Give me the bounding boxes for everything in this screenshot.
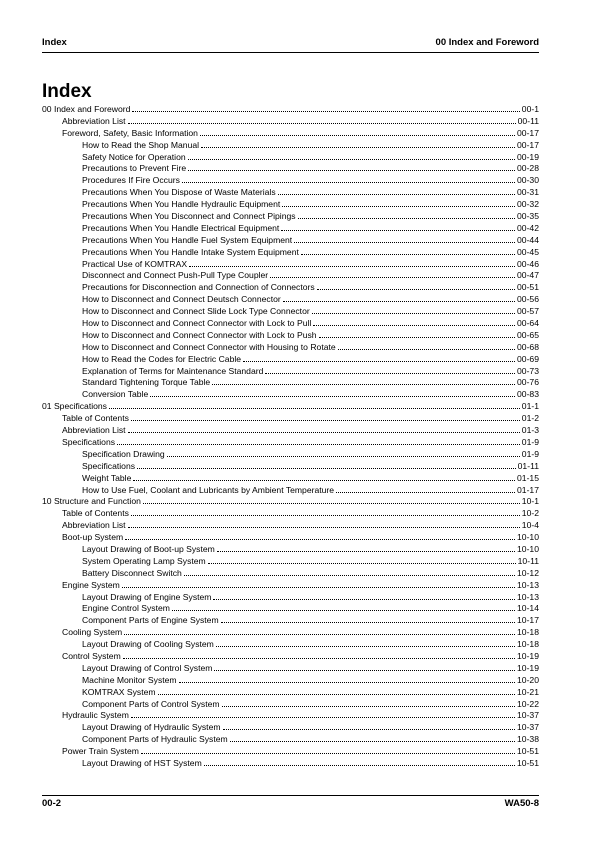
dot-leader (179, 675, 515, 683)
toc-entry-page: 01-2 (521, 413, 539, 424)
toc-entry[interactable] (42, 663, 539, 675)
toc-entry[interactable] (42, 734, 539, 746)
toc-entry-page: 10-38 (517, 734, 539, 745)
toc-entry[interactable] (42, 603, 539, 615)
toc-entry-label: Precautions When You Dispose of Waste Materials (82, 187, 276, 198)
toc-entry-label: Explanation of Terms for Maintenance Standard (82, 365, 264, 376)
toc-entry-page: 00-64 (517, 318, 539, 329)
dot-leader (124, 627, 515, 635)
dot-leader (317, 282, 515, 290)
toc-entry-label: How to Disconnect and Connect Connector with Lock to Pull (82, 318, 312, 329)
toc-entry[interactable] (42, 485, 539, 497)
toc-entry-label: Foreword, Safety, Basic Information (62, 127, 198, 138)
toc-entry[interactable] (42, 722, 539, 734)
footer-model-code: WA50-8 (504, 798, 539, 809)
toc-entry-label: Abbreviation List (62, 115, 126, 126)
toc-entry-label: Specifications (62, 436, 116, 447)
toc-entry-page: 10-37 (517, 710, 539, 721)
dot-leader (270, 270, 515, 278)
toc-entry[interactable] (42, 746, 539, 758)
toc-entry-label: Power Train System (62, 746, 139, 757)
toc-entry-page: 10-21 (517, 686, 539, 697)
toc-entry[interactable] (42, 532, 539, 544)
toc-entry-label: Engine System (62, 579, 120, 590)
toc-entry-page: 10-19 (517, 650, 539, 661)
toc-entry-label: Weight Table (82, 472, 132, 483)
toc-entry-label: Layout Drawing of Engine System (82, 591, 212, 602)
dot-leader (123, 651, 515, 659)
toc-entry[interactable] (42, 104, 539, 116)
toc-entry[interactable] (42, 270, 539, 282)
toc-entry-page: 00-68 (517, 341, 539, 352)
toc-entry-label: Cooling System (62, 627, 123, 638)
toc-entry-label: How to Read the Codes for Electric Cable (82, 353, 242, 364)
toc-entry-page: 00-42 (517, 222, 539, 233)
toc-entry-page: 01-15 (517, 472, 539, 483)
toc-entry-page: 10-4 (521, 520, 539, 531)
dot-leader (283, 294, 515, 302)
toc-entry[interactable] (42, 461, 539, 473)
dot-leader (282, 199, 515, 207)
toc-entry-label: Table of Contents (62, 508, 129, 519)
toc-entry[interactable] (42, 318, 539, 330)
dot-leader (188, 163, 515, 171)
toc-entry-label: 10 Structure and Function (42, 496, 141, 507)
dot-leader (204, 758, 515, 766)
dot-leader (189, 259, 515, 267)
toc-entry-page: 00-51 (517, 282, 539, 293)
dot-leader (128, 520, 520, 528)
toc-entry[interactable] (42, 140, 539, 152)
toc-entry-label: Component Parts of Engine System (82, 615, 219, 626)
toc-entry[interactable] (42, 425, 539, 437)
toc-entry-page: 00-83 (517, 389, 539, 400)
toc-entry[interactable] (42, 247, 539, 259)
toc-entry-page: 00-57 (517, 306, 539, 317)
toc-entry-label: How to Disconnect and Connect Connector with Housing to Rotate (82, 341, 336, 352)
toc-entry-page: 10-14 (517, 603, 539, 614)
toc-entry-page: 00-44 (517, 234, 539, 245)
toc-entry[interactable] (42, 235, 539, 247)
dot-leader (184, 568, 515, 576)
toc-entry[interactable] (42, 152, 539, 164)
dot-leader (167, 449, 520, 457)
toc-entry-label: Abbreviation List (62, 520, 126, 531)
dot-leader (223, 722, 516, 730)
footer-rule (42, 795, 539, 796)
toc-entry-page: 10-10 (517, 543, 539, 554)
dot-leader (141, 746, 515, 754)
header-rule (42, 52, 539, 53)
toc-entry[interactable] (42, 211, 539, 223)
toc-entry[interactable] (42, 710, 539, 722)
toc-entry-page: 10-18 (517, 639, 539, 650)
toc-entry-page: 10-11 (517, 555, 539, 566)
toc-entry-label: Abbreviation List (62, 425, 126, 436)
toc-entry-page: 00-65 (517, 329, 539, 340)
toc-entry-page: 00-45 (517, 246, 539, 257)
toc-entry-label: Conversion Table (82, 389, 149, 400)
toc-entry-label: Procedures If Fire Occurs (82, 175, 180, 186)
toc-entry[interactable] (42, 401, 539, 413)
toc-entry-page: 10-22 (517, 698, 539, 709)
toc-entry[interactable] (42, 437, 539, 449)
toc-entry-label: How to Disconnect and Connect Connector with Lock to Push (82, 329, 317, 340)
toc-entry[interactable] (42, 639, 539, 651)
toc-entry-label: Specification Drawing (82, 448, 165, 459)
toc-entry-page: 10-13 (517, 591, 539, 602)
toc-entry-page: 00-73 (517, 365, 539, 376)
toc-entry-label: Disconnect and Connect Push-Pull Type Coupler (82, 270, 269, 281)
toc-entry[interactable] (42, 687, 539, 699)
toc-entry-label: Table of Contents (62, 413, 129, 424)
dot-leader (208, 556, 516, 564)
dot-leader (201, 140, 515, 148)
toc-entry[interactable] (42, 199, 539, 211)
toc-entry-page: 01-1 (521, 401, 539, 412)
toc-entry-label: Layout Drawing of Hydraulic System (82, 722, 221, 733)
dot-leader (312, 306, 515, 314)
toc-entry[interactable] (42, 627, 539, 639)
toc-entry-page: 10-51 (517, 757, 539, 768)
page-header (42, 37, 539, 51)
toc-entry-label: 01 Specifications (42, 401, 107, 412)
toc-entry-page: 01-11 (517, 460, 539, 471)
toc-entry-label: Precautions When You Handle Electrical Equipment (82, 222, 280, 233)
dot-leader (216, 639, 515, 647)
toc-entry[interactable] (42, 615, 539, 627)
dot-leader (128, 425, 520, 433)
dot-leader (298, 211, 515, 219)
toc-entry[interactable] (42, 259, 539, 271)
header-chapter-title: 00 Index and Foreword (435, 37, 539, 48)
toc-entry-label: How to Use Fuel, Coolant and Lubricants by Ambient Temperature (82, 484, 335, 495)
toc-entry[interactable] (42, 508, 539, 520)
toc-entry-page: 10-51 (517, 746, 539, 757)
toc-entry-page: 10-20 (517, 674, 539, 685)
toc-entry-page: 00-11 (517, 115, 539, 126)
toc-entry[interactable] (42, 282, 539, 294)
toc-entry-page: 00-17 (517, 139, 539, 150)
toc-entry-page: 00-69 (517, 353, 539, 364)
dot-leader (230, 734, 515, 742)
toc-entry[interactable] (42, 187, 539, 199)
toc-entry-label: Precautions When You Handle Hydraulic Equipment (82, 199, 281, 210)
toc-entry-label: Layout Drawing of Cooling System (82, 639, 214, 650)
toc-entry-page: 00-47 (517, 270, 539, 281)
toc-entry-page: 00-56 (517, 294, 539, 305)
dot-leader (221, 615, 515, 623)
toc-entry-page: 10-1 (521, 496, 539, 507)
toc-entry-page: 10-18 (517, 627, 539, 638)
toc-entry-page: 00-76 (517, 377, 539, 388)
toc-entry-label: Safety Notice for Operation (82, 151, 186, 162)
dot-leader (336, 485, 515, 493)
toc-entry-label: Control System (62, 650, 121, 661)
toc-entry-label: Machine Monitor System (82, 674, 177, 685)
toc-entry[interactable] (42, 342, 539, 354)
toc-entry-label: Layout Drawing of Control System (82, 662, 213, 673)
toc-entry-page: 00-28 (517, 163, 539, 174)
toc-entry[interactable] (42, 556, 539, 568)
toc-entry-label: Precautions for Disconnection and Connection of Connectors (82, 282, 315, 293)
toc-entry[interactable] (42, 294, 539, 306)
toc-entry-label: How to Disconnect and Connect Deutsch Connector (82, 294, 281, 305)
dot-leader (150, 389, 515, 397)
toc-entry-label: Standard Tightening Torque Table (82, 377, 211, 388)
toc-entry[interactable] (42, 223, 539, 235)
toc-entry-page: 00-30 (517, 175, 539, 186)
dot-leader (117, 437, 520, 445)
toc-entry-label: 00 Index and Foreword (42, 104, 131, 114)
toc-entry-page: 10-37 (517, 722, 539, 733)
toc-entry-label: Boot-up System (62, 532, 124, 543)
toc-entry-page: 10-10 (517, 532, 539, 543)
toc-entry-page: 00-1 (521, 104, 539, 114)
toc-entry-label: Specifications (82, 460, 136, 471)
toc-entry-label: Precautions When You Disconnect and Connect Pipings (82, 211, 296, 222)
dot-leader (109, 401, 520, 409)
toc-entry-page: 01-3 (521, 425, 539, 436)
toc-entry[interactable] (42, 354, 539, 366)
toc-entry-page: 10-12 (517, 567, 539, 578)
toc-entry[interactable] (42, 163, 539, 175)
toc-entry-label: Engine Control System (82, 603, 170, 614)
toc-entry[interactable] (42, 568, 539, 580)
toc-entry-label: How to Disconnect and Connect Slide Lock Type Connector (82, 306, 310, 317)
dot-leader (143, 496, 520, 504)
dot-leader (132, 104, 519, 112)
dot-leader (200, 128, 515, 136)
dot-leader (131, 508, 520, 516)
toc-entry[interactable] (42, 175, 539, 187)
toc-entry[interactable] (42, 544, 539, 556)
dot-leader (131, 710, 515, 718)
dot-leader (128, 116, 516, 124)
toc-entry[interactable] (42, 580, 539, 592)
dot-leader (281, 223, 515, 231)
toc-entry-label: Hydraulic System (62, 710, 129, 721)
toc-entry[interactable] (42, 128, 539, 140)
footer-page-number: 00-2 (42, 798, 62, 809)
toc-entry[interactable] (42, 651, 539, 663)
toc-entry[interactable] (42, 758, 539, 770)
header-section-label: Index (42, 37, 67, 48)
toc-entry-page: 01-17 (517, 484, 539, 495)
dot-leader (188, 152, 515, 160)
toc-entry-label: Component Parts of Control System (82, 698, 220, 709)
toc-entry-page: 00-31 (517, 187, 539, 198)
toc-entry[interactable] (42, 413, 539, 425)
toc-entry-label: Component Parts of Hydraulic System (82, 734, 228, 745)
toc-entry-label: Battery Disconnect Switch (82, 567, 182, 578)
toc-entry[interactable] (42, 377, 539, 389)
dot-leader (158, 687, 515, 695)
toc-entry-page: 10-19 (517, 662, 539, 673)
toc-entry-label: System Operating Lamp System (82, 555, 206, 566)
dot-leader (243, 354, 515, 362)
toc-entry-page: 10-2 (521, 508, 539, 519)
dot-leader (217, 544, 515, 552)
dot-leader (137, 461, 516, 469)
toc-entry[interactable] (42, 520, 539, 532)
dot-leader (313, 318, 515, 326)
toc-entry[interactable] (42, 306, 539, 318)
page-footer (42, 798, 539, 812)
dot-leader (213, 592, 515, 600)
dot-leader (212, 377, 515, 385)
toc-entry[interactable] (42, 449, 539, 461)
dot-leader (122, 580, 515, 588)
toc-entry[interactable] (42, 675, 539, 687)
page-title: Index (42, 81, 92, 102)
toc-entry-label: Layout Drawing of HST System (82, 757, 202, 768)
dot-leader (301, 247, 515, 255)
toc-entry-label: Practical Use of KOMTRAX (82, 258, 188, 269)
toc-entry-page: 01-9 (521, 436, 539, 447)
dot-leader (131, 413, 520, 421)
toc-entry-page: 10-17 (517, 615, 539, 626)
toc-entry[interactable] (42, 473, 539, 485)
toc-entry-page: 01-9 (521, 448, 539, 459)
toc-entry[interactable] (42, 699, 539, 711)
toc-entry[interactable] (42, 592, 539, 604)
toc-entry-page: 00-46 (517, 258, 539, 269)
toc-entry-label: Precautions When You Handle Intake System Equipment (82, 246, 299, 257)
toc-entry[interactable] (42, 116, 539, 128)
table-of-contents (42, 104, 539, 770)
toc-entry-label: Precautions to Prevent Fire (82, 163, 187, 174)
toc-entry[interactable] (42, 389, 539, 401)
toc-entry[interactable] (42, 330, 539, 342)
toc-entry-label: Precautions When You Handle Fuel System Equipment (82, 234, 293, 245)
dot-leader (319, 330, 515, 338)
dot-leader (172, 603, 515, 611)
toc-entry[interactable] (42, 496, 539, 508)
toc-entry-label: KOMTRAX System (82, 686, 156, 697)
toc-entry-page: 00-35 (517, 211, 539, 222)
toc-entry[interactable] (42, 366, 539, 378)
dot-leader (125, 532, 515, 540)
toc-entry-page: 00-32 (517, 199, 539, 210)
toc-entry-page: 00-19 (517, 151, 539, 162)
dot-leader (338, 342, 515, 350)
dot-leader (265, 366, 515, 374)
dot-leader (294, 235, 515, 243)
dot-leader (182, 175, 515, 183)
toc-entry-label: Layout Drawing of Boot-up System (82, 543, 215, 554)
dot-leader (133, 473, 515, 481)
toc-entry-page: 10-13 (517, 579, 539, 590)
dot-leader (278, 187, 515, 195)
toc-entry-page: 00-17 (517, 127, 539, 138)
dot-leader (214, 663, 515, 671)
toc-entry-label: How to Read the Shop Manual (82, 139, 200, 150)
dot-leader (222, 699, 515, 707)
